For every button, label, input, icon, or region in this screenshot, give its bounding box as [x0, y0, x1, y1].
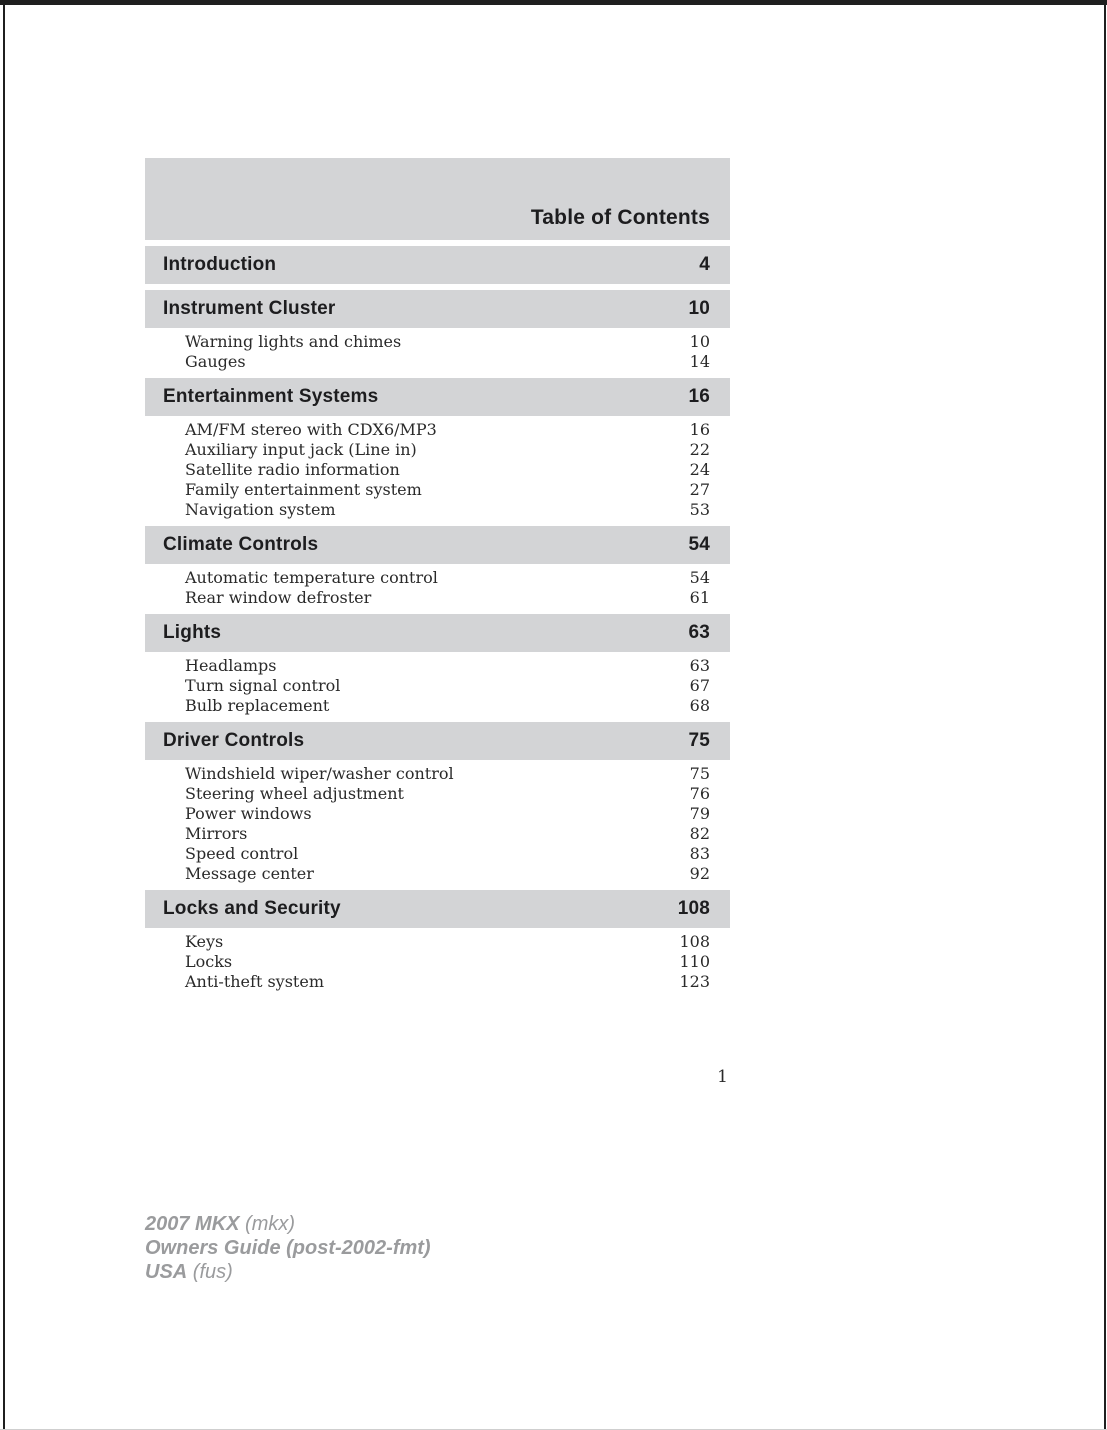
toc-subitem-page-number: 110: [679, 952, 710, 971]
toc-subitem-label: Rear window defroster: [185, 588, 372, 607]
toc-subitem-row: [145, 676, 730, 696]
toc-subitem-page-number: 54: [689, 568, 710, 587]
toc-section-bar: [145, 290, 730, 328]
toc-subitem-row: [145, 972, 730, 992]
footer-line-regular: (fus): [187, 1261, 233, 1283]
toc-subitem-list: [145, 928, 730, 992]
toc-subitem-page-number: 61: [689, 588, 710, 607]
toc-subitem-label: Gauges: [185, 352, 246, 371]
toc-subitem-row: [145, 420, 730, 440]
toc-section-title: Introduction: [163, 254, 277, 275]
toc-subitem-label: Auxiliary input jack (Line in): [185, 440, 417, 459]
toc-subitem-page-number: 108: [679, 932, 710, 951]
toc-subitem-label: Anti-theft system: [185, 972, 324, 991]
toc-subitem-row: [145, 460, 730, 480]
toc-page: [145, 158, 730, 1283]
toc-subitem-page-number: 27: [689, 480, 710, 499]
toc-subitem-list: [145, 564, 730, 608]
footer-line-bold: Owners Guide (post-2002-fmt): [145, 1237, 431, 1259]
toc-subitem-label: Satellite radio information: [185, 460, 400, 479]
toc-subitem-label: Speed control: [185, 844, 299, 863]
footer-line: [145, 1236, 730, 1260]
toc-subitem-page-number: 63: [689, 656, 710, 675]
toc-subitem-page-number: 92: [689, 864, 710, 883]
toc-subitem-page-number: 75: [689, 764, 710, 783]
toc-subitem-page-number: 10: [689, 332, 710, 351]
toc-subitem-label: Turn signal control: [185, 676, 341, 695]
page-frame-right: [1104, 0, 1106, 1430]
toc-section-bar: [145, 890, 730, 928]
footer-line-regular: (mkx): [239, 1213, 296, 1235]
toc-subitem-page-number: 79: [689, 804, 710, 823]
toc-section-title: Instrument Cluster: [163, 298, 336, 319]
toc-section-page-number: 16: [688, 386, 710, 407]
toc-subitem-row: [145, 844, 730, 864]
toc-section-bar: [145, 526, 730, 564]
toc-section-bar: [145, 722, 730, 760]
footer-line: [145, 1212, 730, 1236]
toc-section-page-number: 63: [688, 622, 710, 643]
toc-subitem-row: [145, 588, 730, 608]
toc-subitem-row: [145, 656, 730, 676]
toc-subitem-list: [145, 760, 730, 884]
toc-section-bar: [145, 378, 730, 416]
footer-line: [145, 1260, 730, 1284]
footer-line-bold: USA: [145, 1261, 188, 1283]
toc-subitem-row: [145, 864, 730, 884]
toc-subitem-row: [145, 480, 730, 500]
document-footer: [145, 1212, 730, 1284]
page-frame-top: [0, 0, 1107, 5]
toc-subitem-page-number: 76: [689, 784, 710, 803]
toc-subitem-label: Mirrors: [185, 824, 248, 843]
toc-subitem-page-number: 53: [689, 500, 710, 519]
toc-subitem-page-number: 14: [689, 352, 710, 371]
toc-section-title: Locks and Security: [163, 898, 341, 919]
toc-subitem-row: [145, 332, 730, 352]
toc-subitem-list: [145, 652, 730, 716]
toc-subitem-row: [145, 784, 730, 804]
toc-subitem-label: Keys: [185, 932, 224, 951]
toc-sections: [145, 246, 730, 992]
toc-header: [145, 158, 730, 240]
toc-subitem-row: [145, 500, 730, 520]
toc-section-title: Lights: [163, 622, 222, 643]
toc-subitem-label: Message center: [185, 864, 314, 883]
toc-subitem-label: AM/FM stereo with CDX6/MP3: [185, 420, 437, 439]
toc-subitem-page-number: 123: [679, 972, 710, 991]
toc-subitem-page-number: 82: [689, 824, 710, 843]
page-frame-left: [3, 0, 5, 1430]
toc-title: Table of Contents: [530, 206, 710, 229]
toc-subitem-page-number: 16: [689, 420, 710, 439]
toc-subitem-label: Power windows: [185, 804, 312, 823]
toc-section-bar: [145, 614, 730, 652]
toc-subitem-label: Locks: [185, 952, 233, 971]
toc-section-page-number: 108: [677, 898, 710, 919]
toc-subitem-label: Windshield wiper/washer control: [185, 764, 454, 783]
toc-subitem-row: [145, 568, 730, 588]
toc-subitem-row: [145, 440, 730, 460]
toc-subitem-row: [145, 824, 730, 844]
toc-section-page-number: 54: [688, 534, 710, 555]
toc-section-bar: [145, 246, 730, 284]
footer-line-bold: 2007 MKX: [145, 1213, 240, 1235]
toc-subitem-page-number: 68: [689, 696, 710, 715]
toc-subitem-label: Headlamps: [185, 656, 277, 675]
toc-subitem-row: [145, 932, 730, 952]
toc-subitem-label: Navigation system: [185, 500, 336, 519]
toc-subitem-row: [145, 696, 730, 716]
toc-subitem-page-number: 24: [689, 460, 710, 479]
toc-subitem-label: Automatic temperature control: [185, 568, 438, 587]
toc-section-title: Driver Controls: [163, 730, 305, 751]
toc-section-page-number: 10: [688, 298, 710, 319]
toc-subitem-page-number: 67: [689, 676, 710, 695]
toc-subitem-page-number: 83: [689, 844, 710, 863]
toc-subitem-label: Family entertainment system: [185, 480, 422, 499]
toc-section-title: Entertainment Systems: [163, 386, 379, 407]
toc-subitem-list: [145, 416, 730, 520]
toc-section-page-number: 4: [699, 254, 710, 275]
toc-subitem-row: [145, 804, 730, 824]
page-number: 1: [717, 1067, 728, 1087]
toc-section-title: Climate Controls: [163, 534, 319, 555]
toc-subitem-list: [145, 328, 730, 372]
toc-section-page-number: 75: [688, 730, 710, 751]
toc-subitem-row: [145, 352, 730, 372]
toc-subitem-label: Warning lights and chimes: [185, 332, 402, 351]
toc-subitem-label: Bulb replacement: [185, 696, 330, 715]
toc-subitem-row: [145, 764, 730, 784]
toc-subitem-row: [145, 952, 730, 972]
toc-subitem-page-number: 22: [689, 440, 710, 459]
toc-subitem-label: Steering wheel adjustment: [185, 784, 404, 803]
